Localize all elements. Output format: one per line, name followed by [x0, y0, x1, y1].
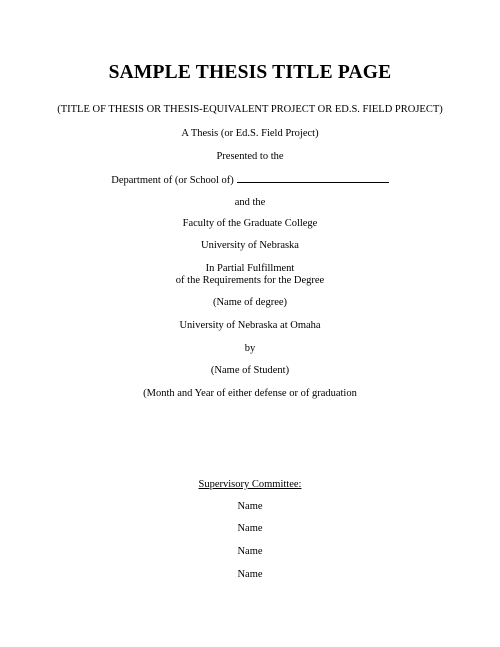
department-blank — [237, 173, 389, 183]
university-omaha: University of Nebraska at Omaha — [179, 320, 321, 331]
thesis-type: A Thesis (or Ed.S. Field Project) — [181, 128, 319, 139]
committee-member: Name — [237, 546, 263, 557]
by-label: by — [244, 343, 256, 354]
student-name: (Name of Student) — [210, 365, 290, 376]
committee-member: Name — [237, 501, 263, 512]
committee-member: Name — [237, 523, 263, 534]
page-title: SAMPLE THESIS TITLE PAGE — [108, 62, 392, 83]
degree-requirements: of the Requirements for the Degree — [175, 275, 325, 286]
thesis-title-placeholder: (TITLE OF THESIS OR THESIS-EQUIVALENT PROJECT OR ED.S. FIELD PROJECT) — [57, 104, 443, 115]
presented-to: Presented to the — [216, 151, 284, 162]
department-label: Department of (or School of) — [111, 175, 234, 186]
university: University of Nebraska — [201, 240, 299, 251]
committee-heading: Supervisory Committee: — [198, 479, 302, 490]
and-the: and the — [234, 197, 266, 208]
degree-name: (Name of degree) — [212, 297, 288, 308]
partial-fulfillment: In Partial Fulfillment — [205, 263, 295, 274]
committee-member: Name — [237, 569, 263, 580]
date-note: (Month and Year of either defense or of graduation — [143, 388, 357, 399]
department-line — [0, 173, 500, 187]
faculty: Faculty of the Graduate College — [182, 218, 318, 229]
